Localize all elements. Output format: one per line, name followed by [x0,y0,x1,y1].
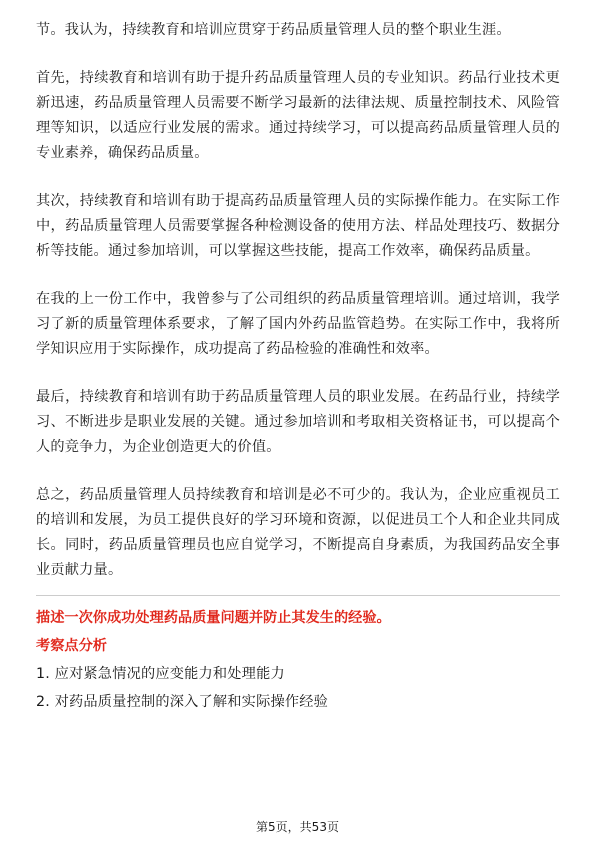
interview-question: 描述一次你成功处理药品质量问题并防止其发生的经验。 [36,610,391,626]
document-page [36,18,560,719]
paragraph: 在我的上一份工作中，我曾参与了公司组织的药品质量管理培训。通过培训，我学习了新的质量管理体系要求，了解了国内外药品监管趋势。在实际工作中，我将所学知识应用于实际操作，成功提高了药品检验的准确性和效率。 [36,291,560,357]
analysis-point: 2. 对药品质量控制的深入了解和实际操作经验 [36,694,329,710]
page-number: 第5页，共53页 [256,820,339,834]
analysis-title: 考察点分析 [36,638,107,654]
paragraph: 其次，持续教育和培训有助于提高药品质量管理人员的实际操作能力。在实际工作中，药品质量管理人员需要掌握各种检测设备的使用方法、样品处理技巧、数据分析等技能。通过参加培训，可以掌握这些技能，提高工作效率，确保药品质量。 [36,193,560,259]
analysis-point: 1. 应对紧急情况的应变能力和处理能力 [36,666,285,682]
paragraph: 最后，持续教育和培训有助于药品质量管理人员的职业发展。在药品行业，持续学习、不断进步是职业发展的关键。通过参加培训和考取相关资格证书，可以提高个人的竞争力，为企业创造更大的价值。 [36,389,560,455]
paragraph: 总之，药品质量管理人员持续教育和培训是必不可少的。我认为，企业应重视员工的培训和发展，为员工提供良好的学习环境和资源，以促进员工个人和企业共同成长。同时，药品质量管理员也应自觉学习，不断提高自身素质，为我国药品安全事业贡献力量。 [36,487,560,578]
paragraph: 首先，持续教育和培训有助于提升药品质量管理人员的专业知识。药品行业技术更新迅速，药品质量管理人员需要不断学习最新的法律法规、质量控制技术、风险管理等知识，以适应行业发展的需求。通过持续学习，可以提高药品质量管理人员的专业素养，确保药品质量。 [36,70,560,161]
section-divider [36,595,560,596]
paragraph: 节。我认为，持续教育和培训应贯穿于药品质量管理人员的整个职业生涯。 [36,22,511,38]
